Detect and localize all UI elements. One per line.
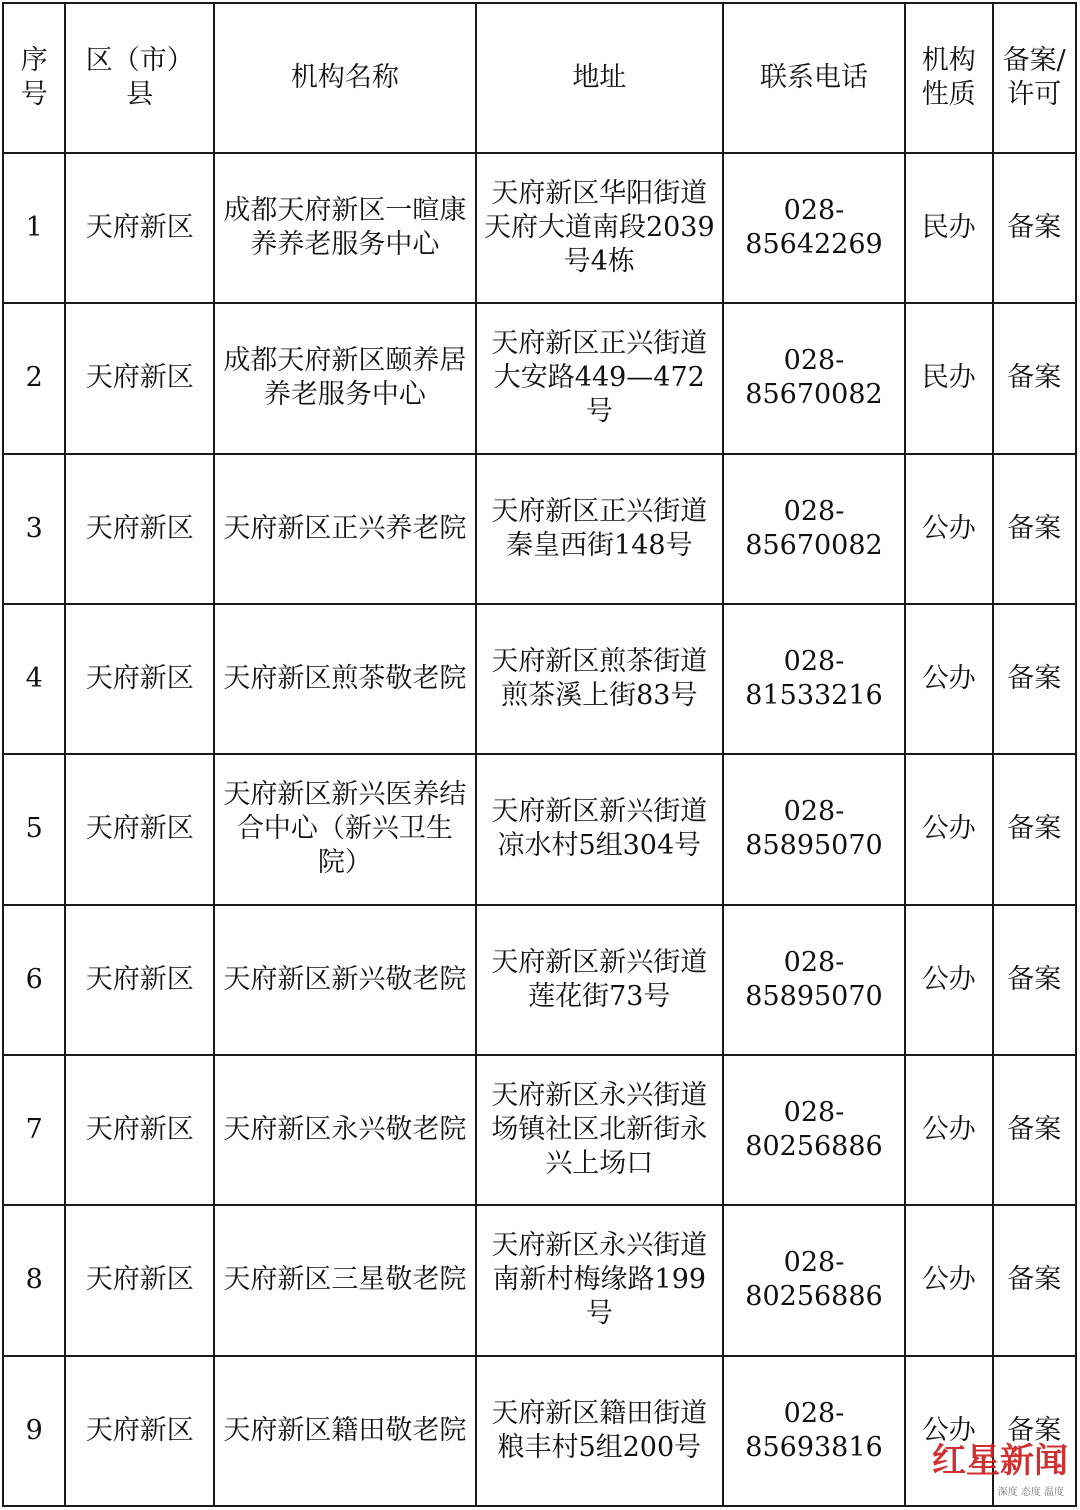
cell-phone: [723, 604, 905, 754]
cell-district: 天府新区: [65, 1055, 214, 1205]
cell-name: 天府新区永兴敬老院: [214, 1055, 475, 1205]
table-row: [3, 1205, 1076, 1355]
cell-nature: 公办: [905, 1356, 992, 1506]
header-phone: 联系电话: [723, 3, 905, 153]
header-nature: 机构性质: [905, 3, 992, 153]
cell-seq: 9: [3, 1356, 65, 1506]
phone-prefix: 028-: [783, 195, 845, 227]
cell-filing: 备案: [993, 1205, 1077, 1355]
cell-phone: [723, 454, 905, 604]
cell-filing: 备案: [993, 303, 1077, 453]
cell-phone: [723, 754, 905, 904]
phone-number: 85895070: [745, 830, 883, 862]
cell-address: 天府新区永兴街道南新村梅缘路199号: [476, 1205, 723, 1355]
cell-seq: 8: [3, 1205, 65, 1355]
header-district: 区（市）县: [65, 3, 214, 153]
phone-prefix: 028-: [783, 495, 845, 527]
cell-filing: 备案: [993, 754, 1077, 904]
cell-filing: 备案: [993, 604, 1077, 754]
cell-district: 天府新区: [65, 303, 214, 453]
table-row: [3, 1356, 1076, 1506]
cell-address: 天府新区煎茶街道煎茶溪上街83号: [476, 604, 723, 754]
cell-nature: 民办: [905, 303, 992, 453]
table-header-row: [3, 3, 1076, 153]
phone-number: 80256886: [745, 1131, 883, 1163]
phone-number: 81533216: [745, 680, 883, 712]
cell-district: 天府新区: [65, 905, 214, 1055]
phone-prefix: 028-: [783, 646, 845, 678]
phone-prefix: 028-: [783, 345, 845, 377]
phone-number: 85642269: [745, 229, 883, 261]
cell-district: 天府新区: [65, 153, 214, 303]
table-row: [3, 1055, 1076, 1205]
phone-prefix: 028-: [783, 946, 845, 978]
cell-name: 天府新区三星敬老院: [214, 1205, 475, 1355]
cell-phone: [723, 1055, 905, 1205]
cell-seq: 6: [3, 905, 65, 1055]
cell-seq: 4: [3, 604, 65, 754]
cell-name: 天府新区籍田敬老院: [214, 1356, 475, 1506]
cell-address: 天府新区籍田街道粮丰村5组200号: [476, 1356, 723, 1506]
brand-logo: 红星新闻: [932, 1441, 1068, 1481]
cell-address: 天府新区正兴街道大安路449—472号: [476, 303, 723, 453]
cell-phone: [723, 905, 905, 1055]
table-row: [3, 153, 1076, 303]
cell-filing: 备案: [993, 1356, 1077, 1506]
cell-name: 天府新区新兴医养结合中心（新兴卫生院）: [214, 754, 475, 904]
cell-name: 天府新区正兴养老院: [214, 454, 475, 604]
cell-name: 成都天府新区一暄康养养老服务中心: [214, 153, 475, 303]
cell-phone: [723, 1356, 905, 1506]
cell-filing: 备案: [993, 1055, 1077, 1205]
phone-prefix: 028-: [783, 1397, 845, 1429]
cell-phone: [723, 153, 905, 303]
cell-nature: 公办: [905, 754, 992, 904]
cell-filing: 备案: [993, 905, 1077, 1055]
cell-seq: 2: [3, 303, 65, 453]
cell-nature: 公办: [905, 1205, 992, 1355]
cell-address: 天府新区永兴街道场镇社区北新街永兴上场口: [476, 1055, 723, 1205]
phone-number: 85670082: [745, 529, 883, 561]
cell-seq: 3: [3, 454, 65, 604]
cell-district: 天府新区: [65, 454, 214, 604]
phone-prefix: 028-: [783, 1097, 845, 1129]
phone-number: 85895070: [745, 980, 883, 1012]
cell-seq: 1: [3, 153, 65, 303]
table-row: [3, 905, 1076, 1055]
institution-table: [2, 2, 1077, 1507]
header-seq: 序号: [3, 3, 65, 153]
cell-nature: 公办: [905, 1055, 992, 1205]
header-filing: 备案/许可: [993, 3, 1077, 153]
cell-phone: [723, 303, 905, 453]
table-row: [3, 303, 1076, 453]
cell-address: 天府新区新兴街道莲花街73号: [476, 905, 723, 1055]
cell-name: 天府新区煎茶敬老院: [214, 604, 475, 754]
cell-district: 天府新区: [65, 604, 214, 754]
table-body: [3, 153, 1076, 1506]
cell-name: 成都天府新区颐养居养老服务中心: [214, 303, 475, 453]
cell-address: 天府新区新兴街道凉水村5组304号: [476, 754, 723, 904]
cell-district: 天府新区: [65, 1356, 214, 1506]
brand-tagline: 深度 态度 温度: [997, 1487, 1064, 1498]
phone-number: 80256886: [745, 1281, 883, 1313]
cell-phone: [723, 1205, 905, 1355]
header-address: 地址: [476, 3, 723, 153]
cell-name: 天府新区新兴敬老院: [214, 905, 475, 1055]
cell-district: 天府新区: [65, 1205, 214, 1355]
table-row: [3, 454, 1076, 604]
cell-address: 天府新区正兴街道秦皇西街148号: [476, 454, 723, 604]
phone-number: 85693816: [745, 1431, 883, 1463]
header-name: 机构名称: [214, 3, 475, 153]
cell-address: 天府新区华阳街道天府大道南段2039号4栋: [476, 153, 723, 303]
cell-nature: 民办: [905, 153, 992, 303]
phone-number: 85670082: [745, 379, 883, 411]
phone-prefix: 028-: [783, 1247, 845, 1279]
table-row: [3, 604, 1076, 754]
cell-seq: 5: [3, 754, 65, 904]
cell-seq: 7: [3, 1055, 65, 1205]
cell-district: 天府新区: [65, 754, 214, 904]
cell-filing: 备案: [993, 454, 1077, 604]
table-row: [3, 754, 1076, 904]
phone-prefix: 028-: [783, 796, 845, 828]
cell-filing: 备案: [993, 153, 1077, 303]
cell-nature: 公办: [905, 604, 992, 754]
cell-nature: 公办: [905, 454, 992, 604]
cell-nature: 公办: [905, 905, 992, 1055]
